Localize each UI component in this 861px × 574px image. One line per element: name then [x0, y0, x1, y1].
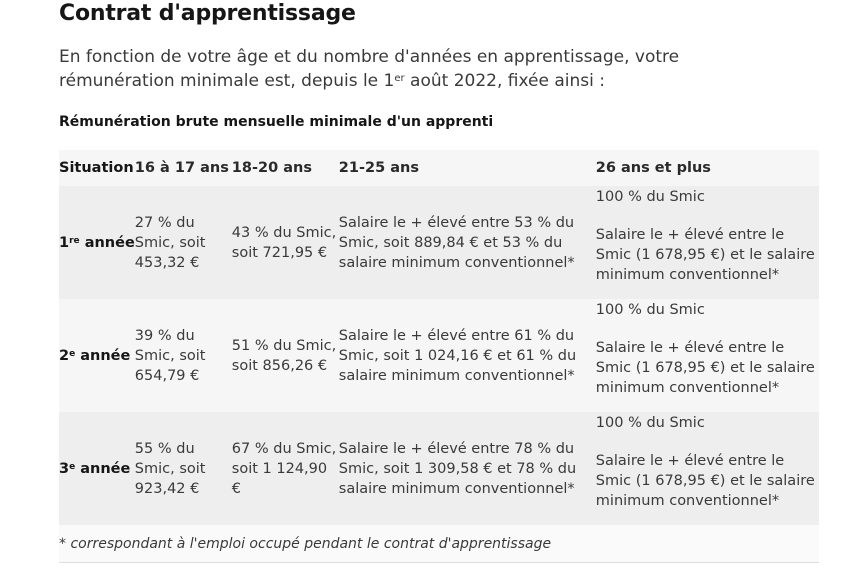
header-situation: Situation: [59, 150, 135, 186]
footnote: * correspondant à l'emploi occupé pendant le contrat d'apprentissage: [59, 525, 819, 563]
row-label: [59, 186, 135, 299]
cell-26-plus-line1: 100 % du Smic: [595, 302, 705, 318]
cell-21-25: Salaire le + élevé entre 61 % du Smic, soit 1 024,16 € et 61 % du salaire minimum conventionnel*: [338, 327, 577, 384]
cell-26-plus: [596, 412, 819, 525]
cell-16-17: 55 % du Smic, soit 923,42 €: [134, 440, 206, 497]
row-label-text: année: [79, 234, 135, 251]
row-label: [59, 299, 135, 412]
row-number: 3: [59, 460, 70, 477]
remuneration-table: [59, 150, 819, 563]
row-superscript: e: [69, 348, 76, 359]
cell-26-plus-line2: Salaire le + élevé entre le Smic (1 678,95 €) et le salaire minimum conventionnel*: [595, 340, 815, 396]
cell-16-17: 27 % du Smic, soit 453,32 €: [134, 214, 206, 271]
row-number: 1: [59, 234, 70, 251]
cell-16-17: 39 % du Smic, soit 654,79 €: [134, 327, 206, 384]
row-superscript: e: [69, 461, 76, 472]
cell-18-20: 67 % du Smic, soit 1 124,90 €: [231, 440, 337, 497]
row-number: 2: [59, 347, 70, 364]
cell-21-25: Salaire le + élevé entre 78 % du Smic, soit 1 309,58 € et 78 % du salaire minimum conventionnel*: [338, 440, 577, 497]
table-row: [59, 186, 819, 299]
cell-26-plus-line1: 100 % du Smic: [595, 189, 705, 205]
header-16-17: 16 à 17 ans: [135, 150, 232, 186]
table-caption: Rémunération brute mensuelle minimale d'un apprenti: [59, 114, 494, 130]
page-title: Contrat d'apprentissage: [59, 1, 356, 26]
intro-paragraph: [59, 45, 779, 93]
cell-26-plus: [596, 186, 819, 299]
cell-18-20: 51 % du Smic, soit 856,26 €: [231, 337, 337, 374]
cell-18-20: 43 % du Smic, soit 721,95 €: [231, 224, 337, 261]
header-21-25: 21-25 ans: [339, 150, 596, 186]
table-row: [59, 299, 819, 412]
intro-text-after: août 2022, fixée ainsi :: [404, 71, 605, 91]
intro-superscript: er: [394, 73, 405, 84]
cell-21-25: Salaire le + élevé entre 53 % du Smic, soit 889,84 € et 53 % du salaire minimum conventionnel*: [338, 214, 575, 271]
cell-26-plus-line2: Salaire le + élevé entre le Smic (1 678,95 €) et le salaire minimum conventionnel*: [595, 453, 815, 509]
cell-26-plus-line1: 100 % du Smic: [595, 415, 705, 431]
cell-26-plus: [596, 299, 819, 412]
header-18-20: 18-20 ans: [232, 150, 339, 186]
intro-text-before: En fonction de votre âge et du nombre d'années en apprentissage, votre rémunération minimale est, depuis le 1: [59, 47, 680, 91]
table-header-row: [59, 150, 819, 186]
row-label-text: année: [75, 460, 131, 477]
cell-26-plus-line2: Salaire le + élevé entre le Smic (1 678,95 €) et le salaire minimum conventionnel*: [595, 227, 815, 283]
row-label-text: année: [75, 347, 131, 364]
table-row: [59, 412, 819, 525]
row-label: [59, 412, 135, 525]
row-superscript: re: [69, 235, 80, 246]
header-26-plus: 26 ans et plus: [596, 150, 819, 186]
footnote-row: [59, 525, 819, 563]
